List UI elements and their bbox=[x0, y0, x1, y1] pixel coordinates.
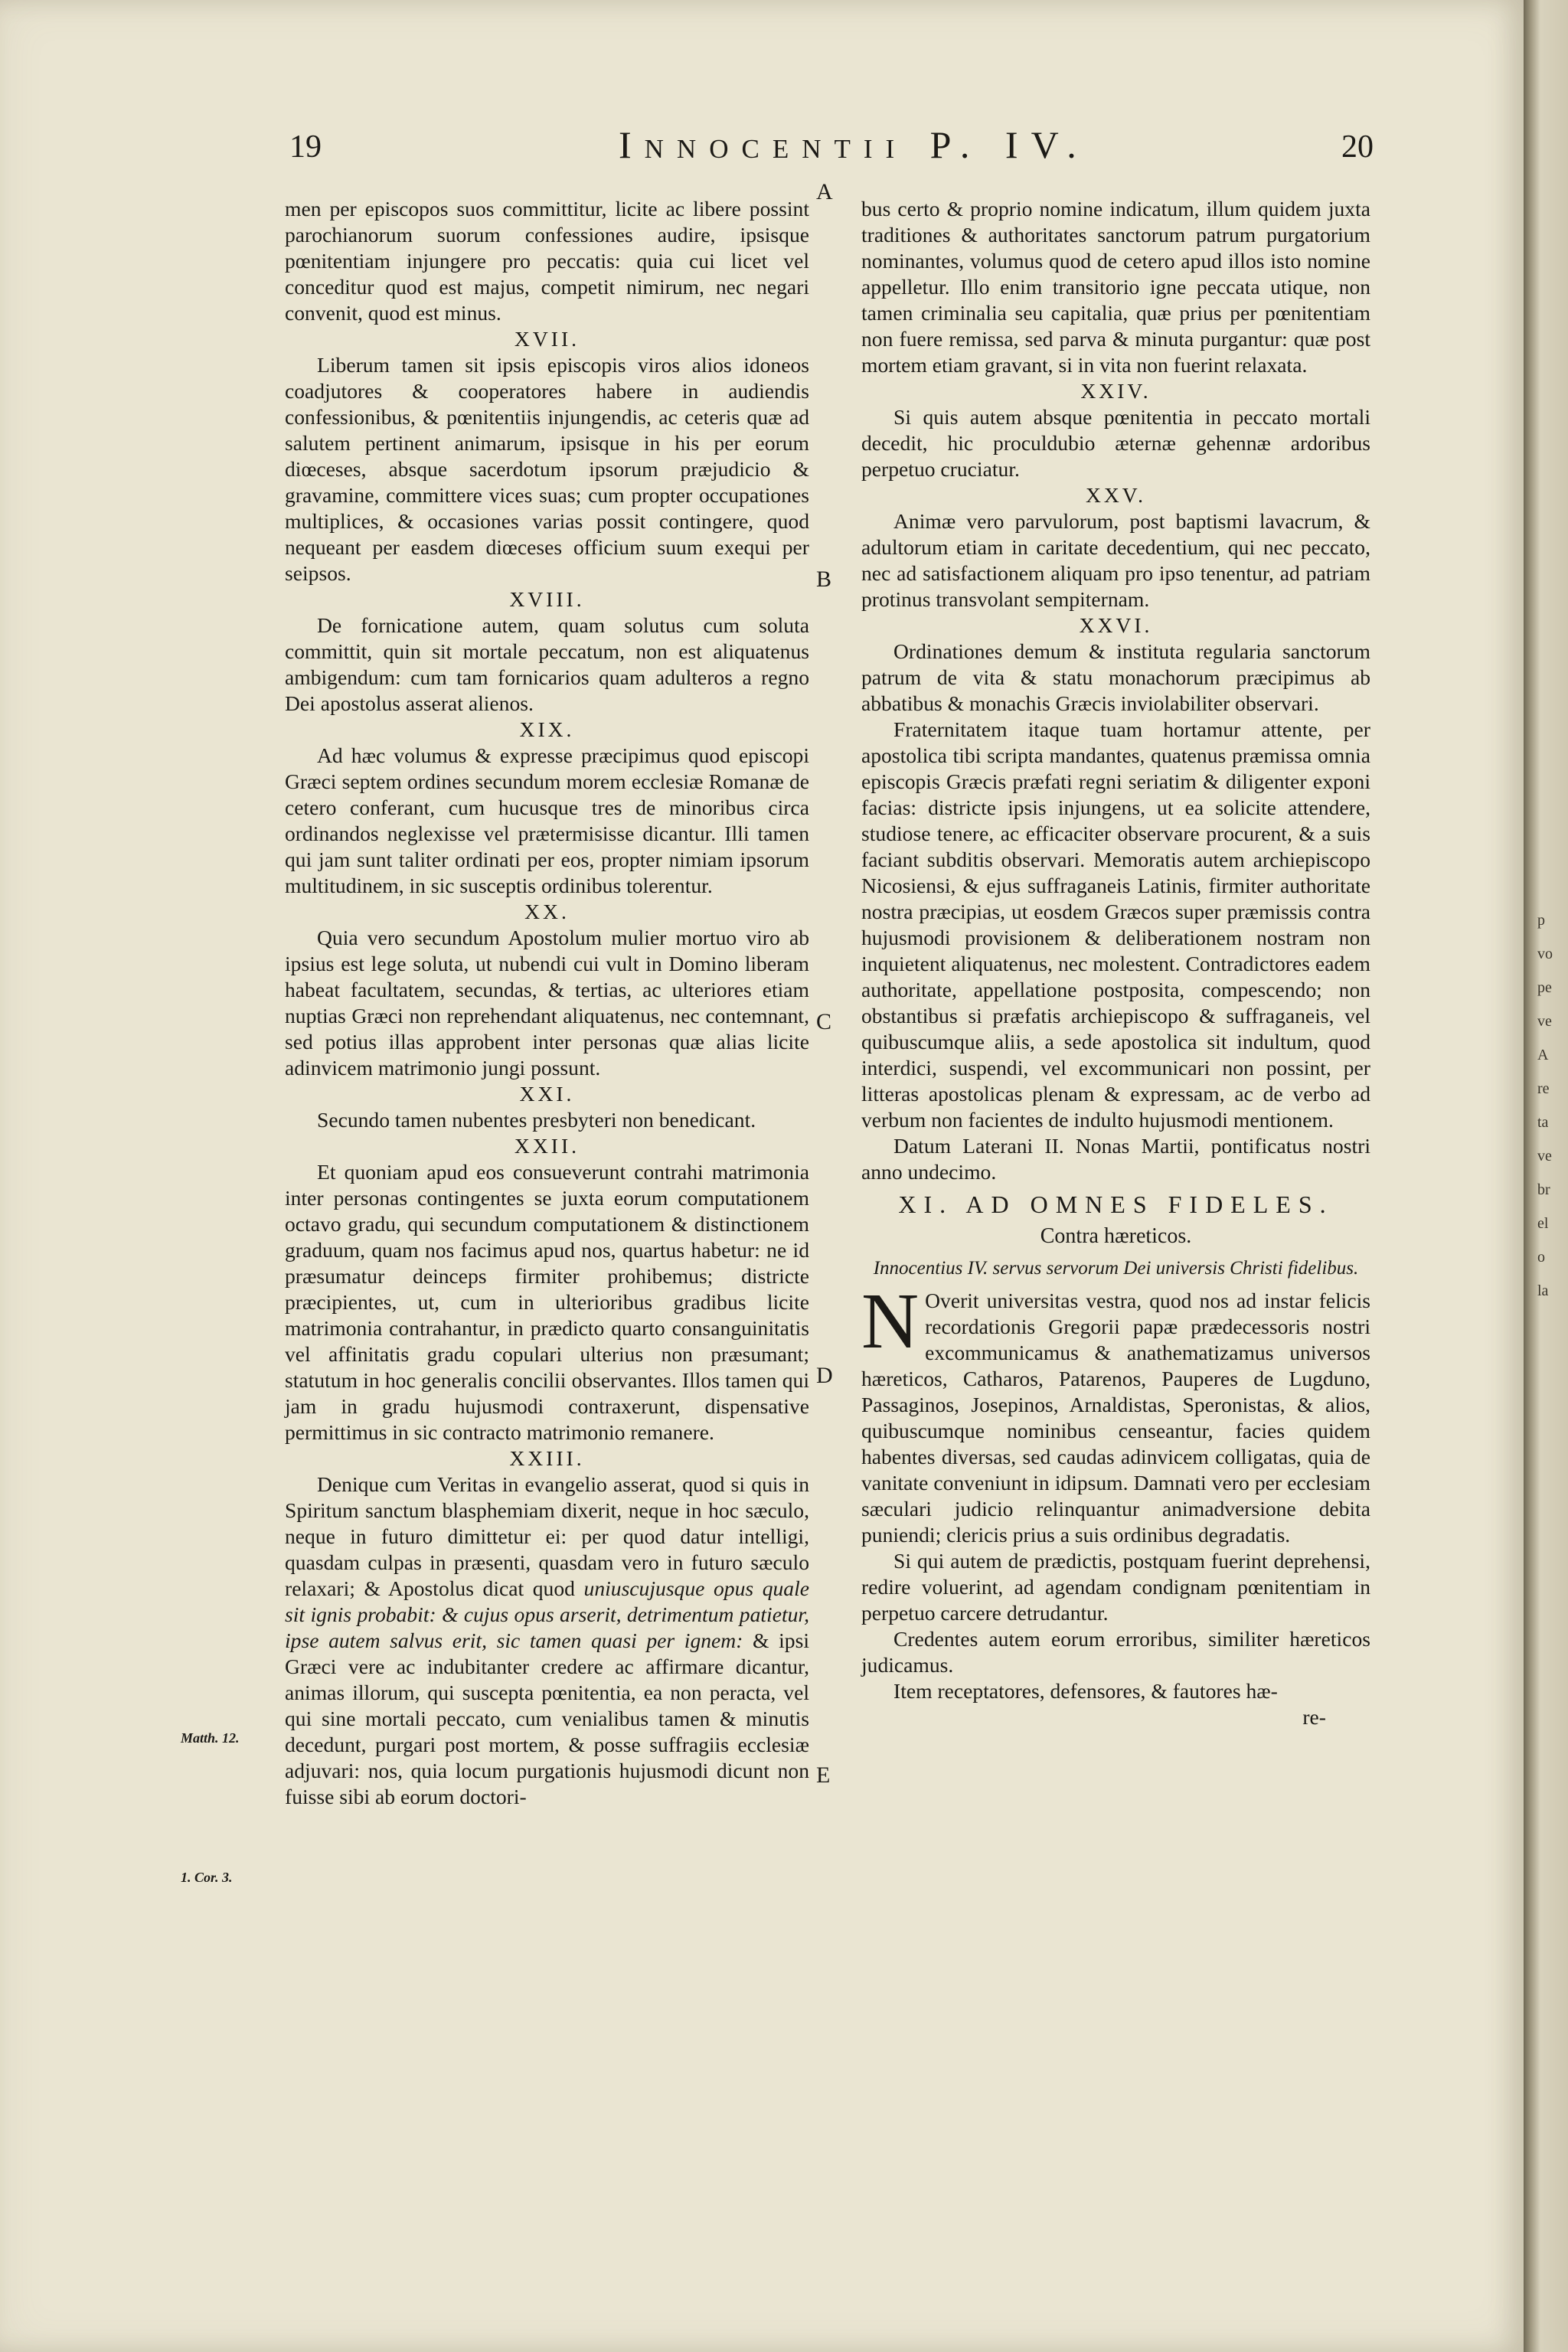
paragraph: Credentes autem eorum erroribus, similiter hæreticos judicamus. bbox=[861, 1627, 1370, 1677]
paragraph: Fraternitatem itaque tuam hortamur attente, per apostolica tibi scripta mandantes, quatenus præmissa omnia episcopis Græcis præfati regni seriatim & diligenter exponi facias: districte ipsis injungens, ut ea solicite attendere, studiose tenere, ac efficaciter observare procurent, & a suis faciant subditis observari. Memoratis autem archiepiscopo Nicosiensi, & ejus suffraganeis Latinis, firmiter authoritate nostra præcipias, ut eosdem Græcos super præmissis contra hujusmodi provisionem & deliberationem nostram non inquietent aliquatenus, nec molestent. Contradictores eadem authoritate, appellatione postposita, compescendo; non obstantibus si præfatis archiepiscopo & suffraganeis, vel quibuscumque aliis, a sede apostolica sit indultum, quod interdici, suspendi, vel excommunicari non possint, per litteras apostolicas plenam & expressam, ac de verbo ad verbum non facientes de indulto hujusmodi mentionem. bbox=[861, 717, 1370, 1132]
paragraph-with-dropcap bbox=[861, 1277, 1370, 1548]
fragment: re bbox=[1537, 1080, 1550, 1097]
catchword: re- bbox=[1302, 1705, 1326, 1729]
section-number: XXV. bbox=[1085, 483, 1147, 507]
paragraph-continuation: bus certo & proprio nomine indicatum, illum quidem juxta traditiones & authoritates sanctorum patrum purgatorium nominantes, volumus quod de cetero apud illos isto nomine appelletur. Illo enim transitorio igne peccata utique, non tamen criminalia seu capitalia, quæ prius per pœnitentiam non fuere remissa, sed parva & minuta purgantur: quæ post mortem etiam gravant, si in vita non fuerint relaxata. bbox=[861, 197, 1370, 377]
column-letter-d: D bbox=[816, 1363, 833, 1388]
paragraph: Item receptatores, defensores, & fautores hæ- bbox=[893, 1679, 1278, 1703]
fragment: o bbox=[1537, 1249, 1545, 1266]
page-number-left: 19 bbox=[289, 129, 322, 165]
paragraph: De fornicatione autem, quam solutus cum soluta committit, quin sit mortale peccatum, non est aliquatenus ambigendum: cum tam fornicarios quam adulteros a regno Dei apostolus asserat alienos. bbox=[285, 613, 809, 715]
document-subheading: Contra hæreticos. bbox=[1040, 1224, 1192, 1248]
paragraph: Liberum tamen sit ipsis episcopis viros alios idoneos coadjutores & cooperatores habere in audiendis confessionibus, & pœnitentiis injungendis, ac ceteris quæ ad salutem pertinent animarum, ipsisque in his per eorum diœceses, absque sacerdotum ipsorum præjudicio & gravamine, committere vices suas; cum propter occupationes multiplices, & occasiones varias possit contingere, quod nequeant per easdem diœceses officium suum exequi per seipsos. bbox=[285, 353, 809, 585]
paragraph-with-quotation bbox=[285, 1472, 809, 1810]
section-number: XVIII. bbox=[509, 587, 585, 611]
section-number: XX. bbox=[524, 900, 570, 923]
paragraph: Ad hæc volumus & expresse præcipimus quod episcopi Græci septem ordines secundum morem ecclesiæ Romanæ de cetero conferant, cum hucusque tres de minoribus circa ordinandos neglexisse vel prætermisisse dicantur. Illi tamen qui jam sunt taliter ordinati per eos, propter nimiam ipsorum multitudinem, in sic susceptis ordinibus tolerentur. bbox=[285, 743, 809, 897]
text: Overit universitas vestra, quod nos ad instar felicis recordationis Gregorii papæ prædecessoris nostri excommunicamus & anathematizamus universos hæreticos, Catharos, Patarenos, Pauperes de Lugduno, Passaginos, Josepinos, Arnaldistas, Speronistas, & alios, quibuscumque nominibus censeantur, facies quidem habentes diversas, sed caudas adinvicem colligatas, quia de vanitate conveniunt in idipsum. Damnati vero per ecclesiam sæculari judicio relinquantur animadversione debita puniendi; clericis prius a suis ordinibus degradatis. bbox=[861, 1289, 1370, 1547]
fragment: pe bbox=[1537, 979, 1552, 996]
column-letter-e: E bbox=[816, 1762, 831, 1788]
paragraph-continuation: men per episcopos suos committitur, licite ac libere possint parochianorum suorum confessiones audire, ipsisque pœnitentiam injungere pro peccatis: quia cui licet vel conceditur quod est majus, competit nimirum, nec negari convenit, quod est minus. bbox=[285, 197, 809, 325]
paragraph: Secundo tamen nubentes presbyteri non benedicant. bbox=[317, 1108, 756, 1132]
section-number: XXVI. bbox=[1079, 613, 1153, 637]
paragraph: Si qui autem de prædictis, postquam fuerint deprehensi, redire voluerint, ad agendam condignam pœnitentiam in perpetuo carcere detrudantur. bbox=[861, 1549, 1370, 1625]
document-heading: XI. AD OMNES FIDELES. bbox=[898, 1191, 1334, 1218]
page-number-right: 20 bbox=[1341, 129, 1374, 165]
fragment: p bbox=[1537, 912, 1545, 929]
column-letter-b: B bbox=[816, 567, 832, 592]
scripture-quotation: uniuscujusque opus quale sit ignis probabit: & cujus opus arserit, detrimentum patietur, ipse autem salvus erit, sic tamen quasi per ignem: bbox=[285, 1576, 809, 1652]
date-line: Datum Laterani II. Nonas Martii, pontificatus nostri anno undecimo. bbox=[861, 1134, 1370, 1184]
text: Denique cum Veritas in evangelio asserat, quod si quis in Spiritum sanctum blasphemiam dixerit, neque in hoc sæculo, neque in futuro dimittetur ei: per quod datur intelligi, quasdam culpas in præsenti, quasdam vero in futuro sæculo relaxari; & Apostolus dicat quod bbox=[285, 1472, 809, 1600]
fragment: ve bbox=[1537, 1013, 1552, 1030]
fragment: vo bbox=[1537, 946, 1553, 962]
paragraph: Si quis autem absque pœnitentia in peccato mortali decedit, hic proculdubio æternæ gehennæ ardoribus perpetuo cruciatur. bbox=[861, 405, 1370, 481]
section-number: XIX. bbox=[519, 717, 575, 741]
spacer bbox=[861, 1250, 1370, 1256]
text: & ipsi Græci vere ac indubitanter credere ac affirmare dicantur, animas illorum, qui suscepta pœnitentia, ea non peracta, vel qui sine mortali peccato, cum venialibus tamen & minutis decedunt, purgari post mortem, & posse suffragiis ecclesiæ adjuvari: nos, quia locum purgationis hujusmodi dicunt non fuisse sibi ab eorum doctori- bbox=[285, 1628, 810, 1808]
right-column bbox=[861, 196, 1370, 1730]
paragraph: Et quoniam apud eos consueverunt contrahi matrimonia inter personas contingentes se juxta eorum computationem octavo gradu, qui secundum computationem & distinctionem graduum, quam nos facimus apud nos, quartus habetur: ne id præsumatur deinceps firmiter prohibemus; districte præcipientes, ut, cum in ulterioribus gradibus licite matrimonia contrahantur, in prædicto quarto consanguinitatis vel affinitatis gradu copulari ulterius non præsumant; statutum in hoc generalis concilii observantes. Illos tamen qui jam in gradu hujusmodi contraxerunt, dispensative permittimus in sic contracto matrimonio remanere. bbox=[285, 1160, 809, 1444]
column-letter-a: A bbox=[816, 179, 833, 204]
fragment: ta bbox=[1537, 1114, 1549, 1131]
running-title: Innocentii P. IV. bbox=[619, 123, 1089, 166]
fragment: el bbox=[1537, 1215, 1549, 1232]
paragraph: Ordinationes demum & instituta regularia sanctorum patrum de vita & statu monachorum præcipimus ab abbatibus & monachis Græcis inviolabiliter observari. bbox=[861, 639, 1370, 715]
section-number: XXIII. bbox=[509, 1446, 585, 1470]
drop-capital: N bbox=[861, 1277, 920, 1365]
margin-reference-corinthians: 1. Cor. 3. bbox=[181, 1870, 233, 1885]
section-number: XVII. bbox=[514, 327, 580, 351]
margin-reference-matthew: Matth. 12. bbox=[181, 1730, 240, 1746]
paragraph: Animæ vero parvulorum, post baptismi lavacrum, & adultorum etiam in caritate decedentium, qui nec peccato, nec ad satisfactionem aliquam pro ipso tenentur, ad patriam protinus transvolant sempiternam. bbox=[861, 509, 1370, 611]
fragment: ve bbox=[1537, 1148, 1552, 1165]
salutation: Innocentius IV. servus servorum Dei universis Christi fidelibus. bbox=[873, 1258, 1359, 1279]
fragment: A bbox=[1537, 1047, 1549, 1063]
left-column bbox=[285, 196, 809, 1810]
spacer bbox=[861, 1217, 1370, 1223]
spacer bbox=[861, 1282, 1370, 1288]
section-number: XXI. bbox=[519, 1082, 575, 1106]
fragment: la bbox=[1537, 1282, 1549, 1299]
paragraph: Quia vero secundum Apostolum mulier mortuo viro ab ipsius est lege soluta, ut nubendi cui vult in Domino liberam habeat facultatem, secundas, & tertias, ac ulteriores etiam nuptias Græci non reprehendant aliquatenus, nec contemnant, sed potius illas approbent inter personas quæ alias licite adinvicem matrimonio jungi possunt. bbox=[285, 926, 809, 1080]
column-letter-c: C bbox=[816, 1009, 832, 1034]
section-number: XXII. bbox=[514, 1134, 580, 1158]
section-number: XXIV. bbox=[1080, 379, 1152, 403]
facing-page-fragments bbox=[1537, 903, 1566, 1439]
fragment: br bbox=[1537, 1181, 1550, 1198]
